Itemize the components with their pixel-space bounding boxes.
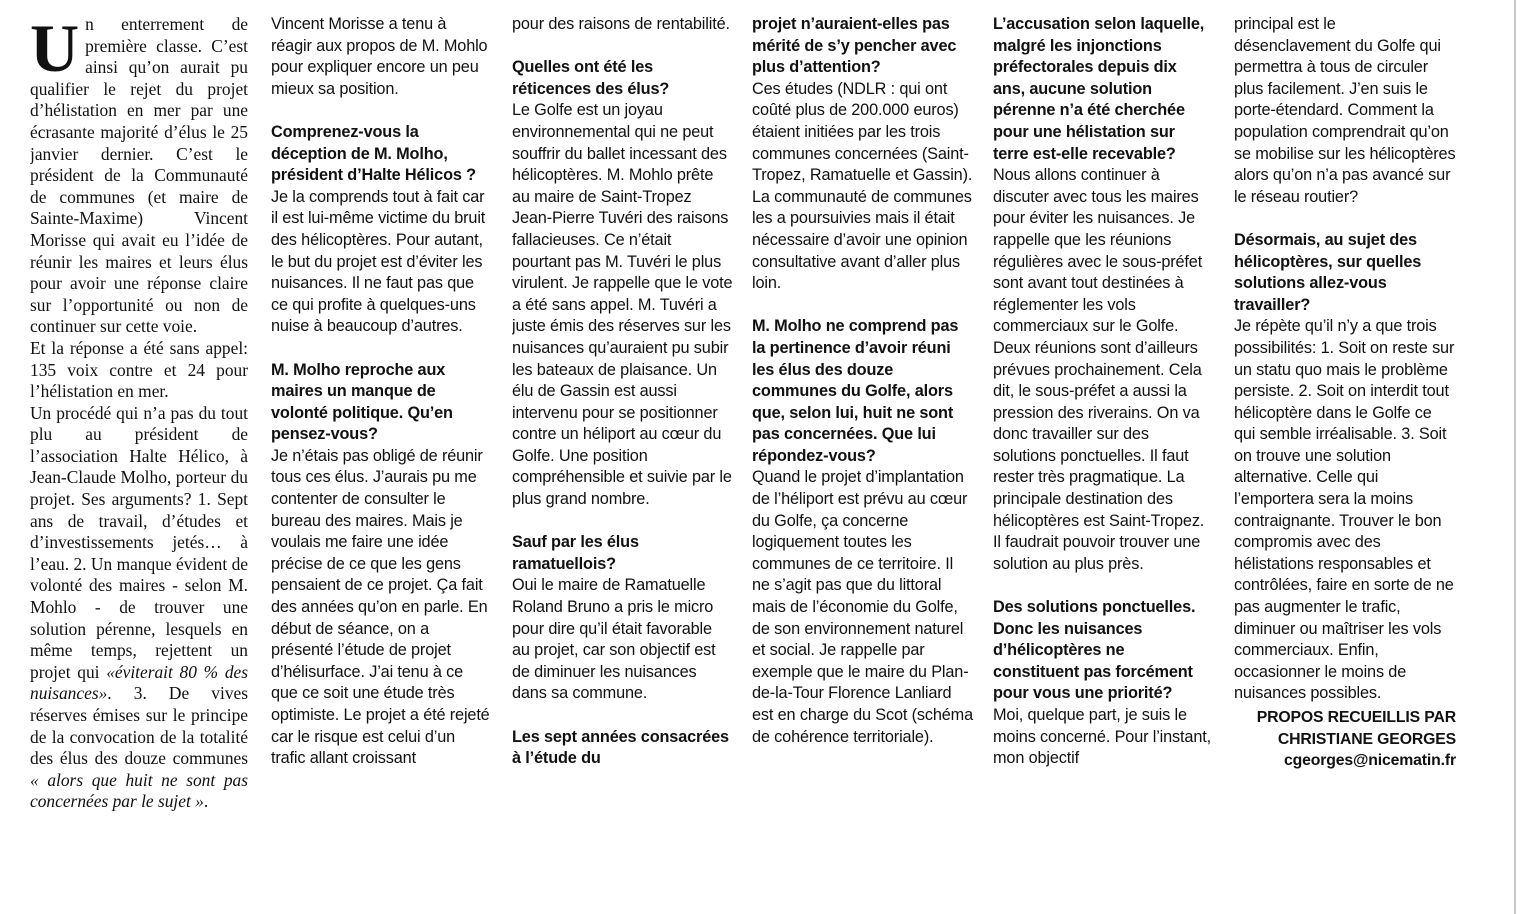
interview-column-2 [271, 14, 491, 904]
question-heading: projet n’auraient-elles pas mérité de s’y pencher avec plus d’attention? [752, 15, 957, 77]
author-signature [1234, 707, 1456, 772]
answer-paragraph: principal est le désenclavement du Golfe qui permettra à tous de circuler plus facilement. J’en suis le porte-étendard. Comment la population comprendrait qu’on se mobilise sur les hélicoptères alors qu’on n’a pas avancé sur le réseau routier? [1234, 15, 1456, 206]
intro-text: Un procédé qui n’a pas du tout plu au président de l’association Halte Hélico, à Jean-Claude Molho, porteur du projet. Ses arguments? 1. Sept ans de travail, d’études et d’investissements jetés… à l’eau. 2. Un manque évident de volonté des maires - selon M. Mohlo - de trouver une solution pérenne, lesquels en même temps, rejettent un projet qui [30, 402, 248, 682]
answer-paragraph: Oui le maire de Ramatuelle Roland Bruno a pris le micro pour dire qu’il était favorable au projet, car son objectif est de diminuer les nuisances dans sa commune. [512, 576, 716, 703]
page-edge-divider [1514, 0, 1516, 914]
question-heading: Sauf par les élus ramatuellois? [512, 533, 639, 573]
intro-column [30, 14, 248, 904]
author-email: cgeorges@nicematin.fr [1283, 752, 1456, 770]
question-heading: Les sept années consacrées à l’étude du [512, 727, 729, 768]
question-heading: Des solutions ponctuelles. Donc les nuisances d’hélicoptères ne constituent pas forcément pour vous une priorité? [993, 598, 1196, 703]
author-name: CHRISTIANE GEORGES [1277, 730, 1456, 748]
answer-paragraph: Ces études (NDLR : qui ont coûté plus de 200.000 euros) étaient initiées par les trois communes concernées (Saint-Tropez, Ramatuelle et Gassin). La communauté de communes les a poursuivies mais il était nécessaire d’avoir une opinion consultative avant d’aller plus loin. [752, 79, 973, 293]
interview-column-3 [512, 14, 734, 904]
answer-paragraph: Moi, quelque part, je suis le moins concerné. Pour l’instant, mon objectif [993, 706, 1211, 768]
answer-paragraph: Le Golfe est un joyau environnemental qui ne peut souffrir du ballet incessant des hélicoptères. M. Mohlo prête au maire de Saint-Tropez Jean-Pierre Tuvéri des raisons fallacieuses. Ce n’était pourtant pas M. Tuvéri le plus virulent. Je rappelle que le vote a été sans appel. M. Tuvéri a juste émis des réserves sur les nuisances qu’auraient pu subir les bateaux de plaisance. Un élu de Gassin est aussi intervenu pour se positionner contre un héliport au cœur du Golfe. Une position compréhensible et suivie par le plus grand nombre. [512, 101, 733, 509]
answer-paragraph: Nous allons continuer à discuter avec tous les maires pour éviter les nuisances. Je rappelle que les réunions régulières avec le sous-préfet sont avant tout destinées à réglementer les vols commerciaux sur le Golfe. Deux réunions sont d’ailleurs prévues prochainement. Cela dit, le sous-préfet a aussi la pression des riverains. On va donc travailler sur des solutions ponctuelles. Il faut rester très pragmatique. La principale destination des hélicoptères est Saint-Tropez. Il faudrait pouvoir trouver une solution au plus près. [993, 166, 1205, 573]
intro-paragraph-2: Et la réponse a été sans appel: 135 voix contre et 24 pour l’hélistation en mer. [30, 337, 248, 402]
quote-text: «éviterait 80 % des nuisances» [30, 661, 248, 704]
question-heading: Quelles ont été les réticences des élus? [512, 58, 670, 98]
answer-paragraph: Quand le projet d’implantation de l’héliport est prévu au cœur du Golfe, ça concerne logiquement toutes les communes de ce territoire. Il ne s’agit pas que du littoral mais de l’économie du Golfe, de son environnement naturel et social. Je rappelle par exemple que le maire du Plan-de-la-Tour Florence Lanliard est en charge du Scot (schéma de cohérence territoriale). [752, 468, 973, 746]
answer-paragraph: Je la comprends tout à fait car il est lui-même victime du bruit des hélicoptères. Pour autant, le but du projet est d’éviter les nuisances. Il ne faut pas que ce qui profite à quelques-uns nuise à beaucoup d’autres. [271, 187, 486, 336]
drop-cap: U [30, 14, 80, 86]
quote-text: « alors que huit ne sont pas concernées par le sujet » [30, 769, 248, 812]
question-heading: M. Molho reproche aux maires un manque de volonté politique. Qu’en pensez-vous? [271, 360, 453, 444]
intro-paragraph-3 [30, 403, 248, 813]
intro-text: . [203, 791, 209, 812]
interview-column-6 [1234, 14, 1456, 904]
interview-column-5 [993, 14, 1213, 904]
question-heading: L’accusation selon laquelle, malgré les injonctions préfectorales depuis dix ans, aucune solution pérenne n’a été cherchée pour une hélistation sur terre est-elle recevable? [993, 15, 1205, 163]
intro-text: . 3. De vives réserves émises sur le principe de la convocation de la totalité des élus des douze communes [30, 683, 248, 769]
signature-line: PROPOS RECUEILLIS PAR [1256, 709, 1456, 726]
question-heading: M. Molho ne comprend pas la pertinence d’avoir réuni les élus des douze communes du Golfe, alors que, selon lui, huit ne sont pas concernées. Que lui répondez-vous? [752, 317, 959, 465]
interview-column-4 [752, 14, 974, 904]
answer-paragraph: Je n’étais pas obligé de réunir tous ces élus. J’aurais pu me contenter de consulter le bureau des maires. Mais je voulais me faire une idée précise de ce que les gens pensaient de ce projet. Ça fait des années qu’on en parle. En début de séance, on a présenté l’étude de projet d’hélisurface. J’ai tenu à ce que ce soit une étude très optimiste. Le projet a été rejeté car le risque est celui d’un trafic allant croissant [271, 446, 490, 768]
question-heading: Comprenez-vous la déception de M. Molho, président d’Halte Hélicos ? [271, 122, 476, 185]
lead-paragraph: Vincent Morisse a tenu à réagir aux propos de M. Mohlo pour expliquer encore un peu mieux sa position. [271, 15, 488, 98]
answer-paragraph: pour des raisons de rentabilité. [512, 15, 730, 33]
answer-paragraph: Je répète qu’il n’y a que trois possibilités: 1. Soit on reste sur un statu quo mais le problème persiste. 2. Soit on interdit tout hélicoptère dans le Golfe ce qui semble irréalisable. 3. Soit on trouve une solution alternative. Celle qui l’emportera sera la moins contraignante. Trouver le bon compromis avec des hélistations responsables et contrôlées, faire en sorte de ne pas augmenter le trafic, diminuer ou maîtriser les vols commerciaux. Enfin, occasionner le moins de nuisances possibles. [1234, 317, 1455, 703]
question-heading: Désormais, au sujet des hélicoptères, sur quelles solutions allez-vous travailler? [1234, 230, 1422, 314]
intro-paragraph-1: n enterrement de première classe. C’est ainsi qu’on aurait pu qualifier le rejet du projet d’hélistation en mer par une écrasante majorité d’élus le 25 janvier dernier. C’est le président de la Communauté de communes (et maire de Sainte-Maxime) Vincent Morisse qui avait eu l’idée de réunir les maires et leurs élus pour avoir une réponse claire sur l’opportunité ou non de continuer sur cette voie. [30, 14, 248, 337]
